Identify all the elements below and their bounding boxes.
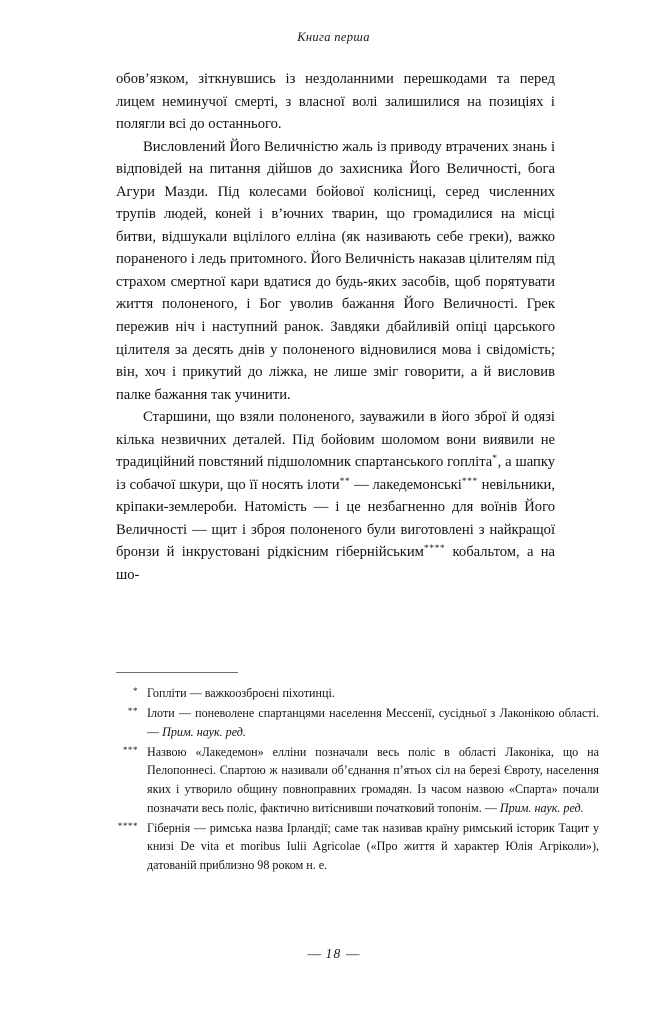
footnote-reference-mark[interactable]: *** (461, 476, 478, 487)
footnote-marker[interactable]: * (132, 686, 138, 696)
paragraph-1: обов’язком, зіткнувшись із нездоланними перешкодами та перед лицем неминучої смерті, з власної волі залишилися на позиціях і полягли всі до останнього. (116, 71, 555, 133)
footnote-separator-rule (116, 672, 238, 673)
text-run: Ілоти — поневолене спартанцями населення Мессенії, сусідньої з Лаконікою області. — (147, 706, 599, 739)
footnote-list (116, 684, 599, 874)
folio-dash-right: — (346, 946, 360, 961)
footnote-item (116, 743, 599, 817)
editor-note-italic: Прим. наук. ред. (162, 724, 246, 739)
folio-dash-left: — (307, 946, 321, 961)
footnote-item (116, 684, 599, 703)
latin-book-title: De vita et moribus Iulii Agricolae (180, 839, 361, 854)
text-run: — лакедемонські (350, 476, 462, 493)
footnote-item (116, 819, 599, 875)
footnote-reference-mark[interactable]: ** (339, 476, 351, 487)
text-run: Старшини, що взяли полоненого, зауважили в його зброї й одязі кілька незвичних деталей. Під бойовим шоломом вони виявили не традиційний повстяний підшоломник спартанського гопліта (116, 409, 555, 471)
text-run: («Про життя й характер Юлія Агріколи»), датованій приблизно 98 роком н. е. (147, 839, 600, 872)
page-folio (0, 946, 667, 962)
footnote-text (147, 745, 599, 815)
footnote-reference-mark[interactable]: **** (423, 544, 446, 555)
paragraph-3 (116, 406, 555, 586)
footnote-text (147, 686, 335, 700)
text-run: , а шапку із собачої шкури, що її носять ілоти (116, 454, 556, 493)
text-run: Гібернія — римська назва Ірландії; саме так називав країну римський історик Тацит у книзі (147, 820, 599, 854)
footnote-reference-mark[interactable]: * (492, 454, 498, 465)
footnote-marker[interactable]: **** (117, 820, 138, 831)
text-run: невільники, кріпаки-землероби. Натомість — і це незбагненно для воїнів Його Величності — щит і зброя полоненого були виготовлені з найкращої бронзи й інкрустовані рідкісним гібернійським (116, 476, 555, 561)
footnote-marker[interactable]: *** (122, 744, 138, 755)
footnote-text (147, 706, 599, 739)
text-run: Назвою «Лакедемон» елліни позначали весь поліс в області Лаконіка, що на Пелопоннесі. Спартою ж називали об’єднання п’ятьох сіл на березі Євроту, населення яких і утворило общину повноправних громадян. Із часом назвою «Спарта» почали позначати весь поліс, фактично витіснивши початковий топонім. — (147, 744, 599, 815)
running-head: Книга перша (297, 30, 370, 44)
text-run: кобальтом, а на шо- (116, 544, 555, 584)
text-run: Гопліти — важкоозброєні піхотинці. (147, 686, 335, 700)
footnotes-section (116, 672, 599, 876)
footnote-marker[interactable]: ** (127, 706, 138, 717)
paragraph-2: Висловлений Його Величністю жаль із приводу втрачених знань і відповідей на питання дійшов до захисника Його Величності, бога Агури Мазди. Під колесами бойової колісниці, серед численних трупів людей, коней і в’ючних тварин, що громадилися на місці битви, відшукали вцілілого елліна (як називають себе греки), важко пораненого і ледь притомного. Його Величність наказав цілителям під страхом смертної кари вдатися до будь-яких засобів, щоб порятувати життя полоненого, і Бог уволив бажання Його Величності. Грек пережив ніч і наступний ранок. Завдяки дбайливій опіці царського цілителя за десять днів у полоненого відновилися мова і свідомість; він, хоч і прикутий до ліжка, не лише зміг говорити, а й висловив палке бажання так учинити. (116, 138, 555, 403)
body-text-block (116, 68, 555, 587)
footnote-text (147, 821, 599, 872)
folio-number: 18 (325, 946, 342, 961)
editor-note-italic: Прим. наук. ред. (499, 800, 584, 815)
footnote-item (116, 704, 599, 741)
